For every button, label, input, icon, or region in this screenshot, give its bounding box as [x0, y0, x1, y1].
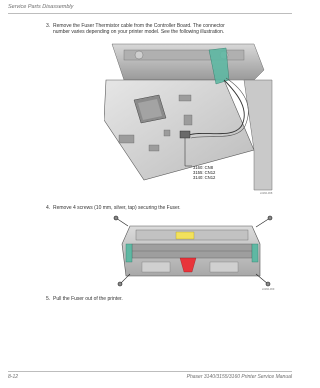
fuser-illustration — [112, 214, 274, 292]
step-text-line: Remove 4 screws (10 mm, silver, tap) securing the Fuser. — [53, 205, 181, 211]
screw-top-left — [114, 216, 128, 226]
step-number: 4. — [46, 205, 51, 211]
step-text-line: number varies depending on your printer model. See the following illustration. — [53, 29, 225, 36]
step-number: 5. — [46, 296, 51, 302]
callout-3155: 3155: CN12 — [193, 170, 216, 175]
header-title: Service Parts Disassembly — [8, 4, 74, 10]
step-3 — [46, 23, 286, 36]
callout-3140: 3140: CN12 — [193, 175, 216, 180]
figure-id: s3160-069 — [262, 288, 275, 291]
figure-controller-board — [104, 40, 274, 200]
screw-bottom-right — [256, 274, 270, 286]
callout-3160: 3160: CN8 — [193, 165, 214, 170]
page-number: 8-12 — [8, 374, 19, 380]
step-5 — [46, 296, 286, 302]
step-text-line: Pull the Fuser out of the printer. — [53, 296, 123, 302]
connector-callout — [193, 165, 215, 180]
step-4 — [46, 205, 286, 211]
manual-title: Phaser 3140/3155/3160 Printer Service Manual — [186, 374, 292, 380]
controller-board-illustration — [104, 40, 274, 200]
header-rule — [8, 13, 292, 14]
figure-id: s3160-068 — [260, 192, 273, 195]
footer-rule — [8, 371, 292, 372]
figure-fuser — [112, 214, 274, 292]
screw-top-right — [256, 216, 272, 227]
screw-bottom-left — [118, 274, 130, 286]
step-number: 3. — [46, 23, 51, 29]
step-text-line: Remove the Fuser Thermistor cable from the Controller Board. The connector — [53, 23, 225, 29]
